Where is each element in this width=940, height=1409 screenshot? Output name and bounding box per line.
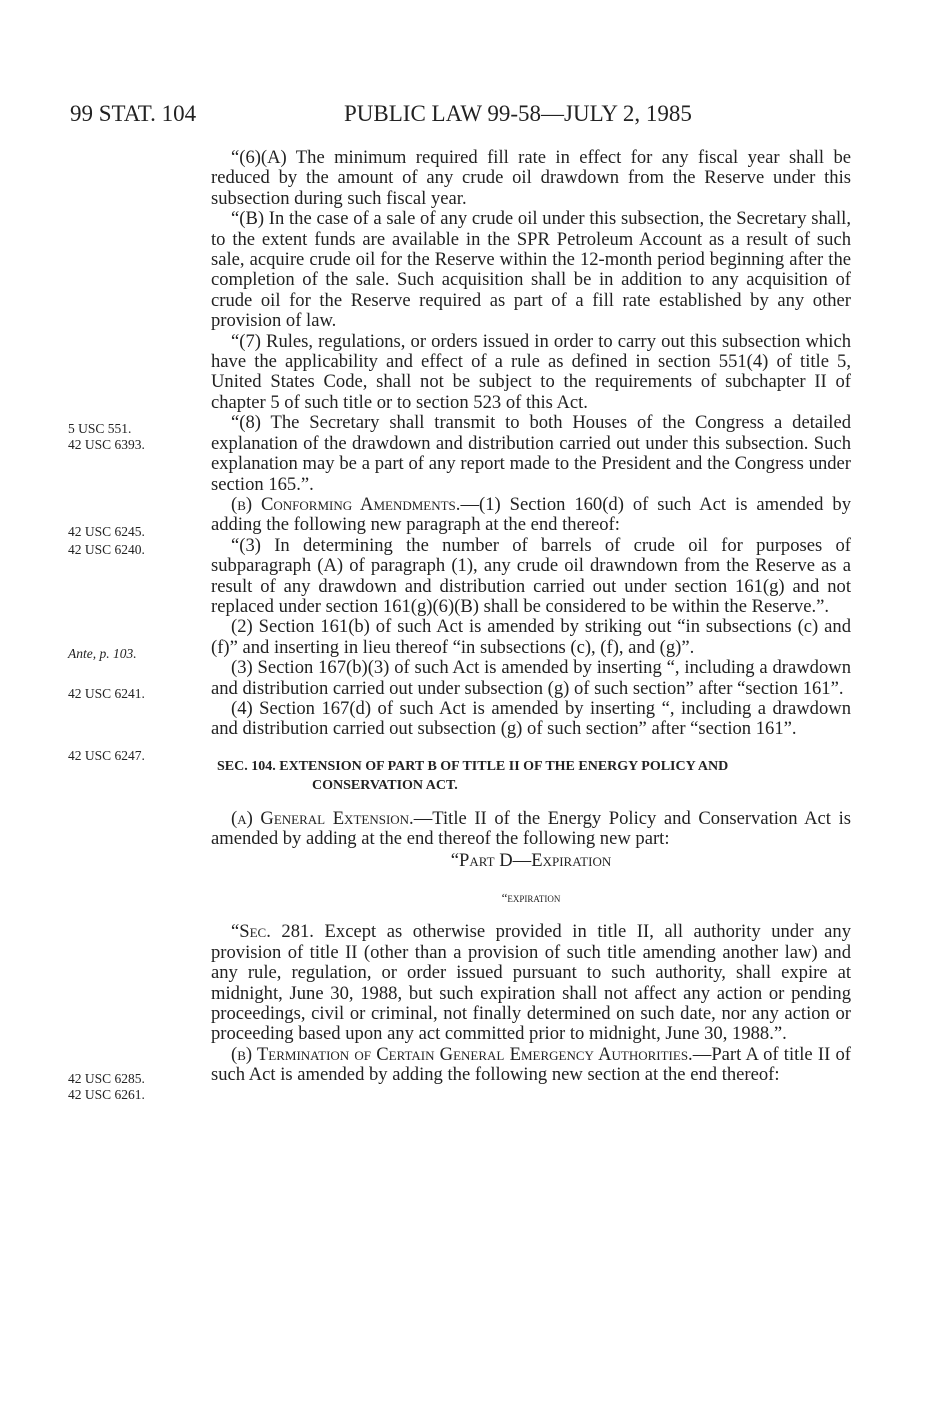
document-body bbox=[211, 148, 851, 1086]
margin-note: 42 USC 6240. bbox=[68, 542, 145, 557]
paragraph: “(6)(A) The minimum required fill rate in effect for any fiscal year shall be reduced by the amount of any crude oil drawdown from the Reserve under this subsection during such fiscal year. bbox=[211, 147, 851, 209]
paragraph: “(7) Rules, regulations, or orders issued in order to carry out this subsection which have the applicability and effect of a rule as defined in section 551(4) of title 5, United States Code, shall not be subject to the requirements of subchapter II of chapter 5 of such title or to section 523 of this Act. bbox=[211, 330, 851, 413]
margin-note: 42 USC 6245. bbox=[68, 524, 145, 539]
paragraph-text: —(1) Section 160(d) of such Act is amended by adding the following new paragraph at the end thereof: bbox=[211, 493, 851, 536]
margin-note: Ante, p. 103. bbox=[68, 646, 137, 661]
margin-note: 42 USC 6241. bbox=[68, 686, 145, 701]
section-heading-line: CONSERVATION ACT. bbox=[312, 777, 458, 793]
margin-note: 42 USC 6261. bbox=[68, 1087, 145, 1102]
paragraph bbox=[211, 495, 851, 536]
paragraph-heading: (b) Termination of Certain General Emergency Authorities. bbox=[231, 1043, 693, 1065]
paragraph bbox=[211, 1045, 851, 1086]
paragraph: “(B) In the case of a sale of any crude oil under this subsection, the Secretary shall, to the extent funds are available in the SPR Petroleum Account as a result of such sale, acquire crude oil for the Reserve within the 12-month period beginning after the completion of the sale. Such acquisition shall be in addition to any acquisition of crude oil for the Reserve required as part of a fill rate established by any other provision of law. bbox=[211, 208, 851, 332]
subheading-expiration: “expiration bbox=[501, 890, 561, 905]
paragraph-heading: (b) Conforming Amendments. bbox=[231, 493, 461, 515]
paragraph: (4) Section 167(d) of such Act is amended by inserting “, including a drawdown and distribution carried out subsection (g) of such section” after “section 161”. bbox=[211, 697, 851, 740]
paragraph-heading: “Sec. 281. bbox=[231, 921, 314, 943]
margin-note: 42 USC 6247. bbox=[68, 748, 145, 763]
part-heading: “Part D—Expiration bbox=[450, 849, 612, 871]
paragraph: “(8) The Secretary shall transmit to both Houses of the Congress a detailed explanation of the drawdown and distribution carried out under this subsection. Such explanation may be a part of any report made to the President and the Congress under section 165.”. bbox=[211, 412, 851, 495]
paragraph bbox=[211, 922, 851, 1044]
paragraph bbox=[211, 809, 851, 850]
paragraph-heading: (a) General Extension. bbox=[231, 807, 414, 829]
margin-note: 42 USC 6393. bbox=[68, 437, 145, 452]
margin-note: 5 USC 551. bbox=[68, 421, 132, 436]
paragraph: (3) Section 167(b)(3) of such Act is amended by inserting “, including a drawdown and distribution carried out under subsection (g) of such section” after “section 161”. bbox=[211, 657, 851, 699]
paragraph: “(3) In determining the number of barrels of crude oil for purposes of subparagraph (A) of paragraph (1), any crude oil drawndown from the Reserve as a result of any drawdown and distribution carried out under section 161(g) and not replaced under section 161(g)(6)(B) shall be considered to be within the Reserve.”. bbox=[211, 534, 851, 617]
margin-note: 42 USC 6285. bbox=[68, 1071, 145, 1086]
paragraph-text: Except as otherwise provided in title II, all authority under any provision of title II (other than a provision of such title amending another law) and any rule, regulation, or order issued pursuant to such authority, shall expire at midnight, June 30, 1988, but such expiration shall not affect any action or pending proceedings, civil or criminal, not finally determined on such date, nor any action or proceeding based upon any act committed prior to midnight, June 30, 1988.”. bbox=[211, 921, 852, 1045]
page-running-title: PUBLIC LAW 99-58—JULY 2, 1985 bbox=[344, 101, 692, 126]
paragraph: (2) Section 161(b) of such Act is amended by striking out “in subsections (c) and (f)” and inserting in lieu thereof “in subsections (c), (f), and (g)”. bbox=[211, 616, 851, 658]
section-heading bbox=[211, 757, 851, 795]
section-heading-line: SEC. 104. EXTENSION OF PART B OF TITLE II OF THE ENERGY POLICY AND bbox=[217, 758, 729, 774]
paragraph-text: —Part A of title II of such Act is amended by adding the following new section at the end thereof: bbox=[211, 1043, 851, 1086]
page-stat-reference: 99 STAT. 104 bbox=[70, 101, 197, 126]
paragraph-text: —Title II of the Energy Policy and Conservation Act is amended by adding at the end thereof the following new part: bbox=[211, 807, 851, 850]
